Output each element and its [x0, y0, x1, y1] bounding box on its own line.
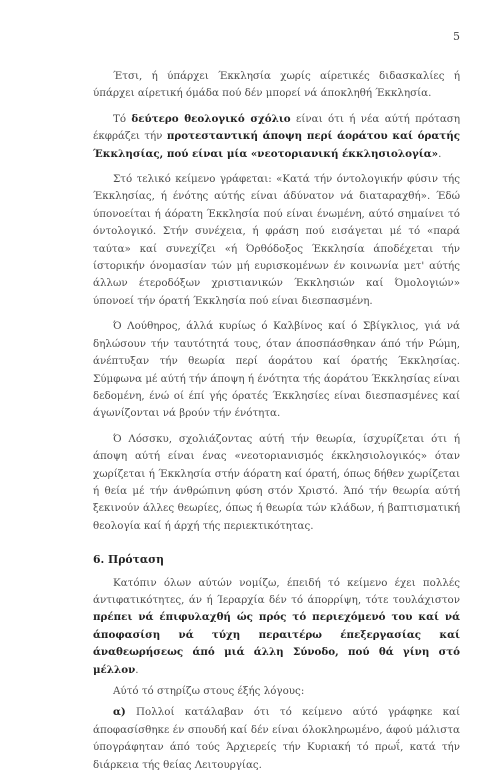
paragraph-3: Στό τελικό κείμενο γράφεται: «Κατά τήν όντολογικήν φύσιν τής Έκκλησίας, ή ένότης αύτής είναι άδύνατον νά διαταραχθή». Έδώ ύπονοείται ή άόρατη Έκκλησία πού είναι ένωμένη, αύτό σημαίνει τό όντολογικό. Στήν συνέχεια, ή φράση πού εισάγεται μέ τό «παρά ταύτα» καί συνεχίζει «ή Όρθόδοξος Έκκλησία άποδέχεται τήν ίστορικήν όνομασίαν τών μή ευρισκομένων έν κοινωνία μετ' αύτής άλλων έτεροδόξων χριστιανικών Έκκλησιών καί Όμολογιών» ύπονοεί τήν όρατή Έκκλησία πού είναι διεσπασμένη. — [93, 173, 460, 307]
paragraph-5: Ό Λόσσκυ, σχολιάζοντας αύτή τήν θεωρία, ίσχυρίζεται ότι ή άποψη αύτή είναι ένας «νεοτοριανισμός έκκλησιολογικός» όταν χωρίζεται ή Έκκλησία στήν άόρατη καί όρατή, όπως δήθεν χωρίζεται ή θεία μέ τήν άνθρώπινη φύση στόν Χριστό. Άπό τήν θεωρία αύτή ξεκινούν άλλες θεωρίες, όπως ή θεωρία τών κλάδων, ή βαπτισματική θεολογία καί ή άρχή τής περιεκτικότητας. — [93, 432, 460, 532]
paragraph-8-text: Πολλοί κατάλαβαν ότι τό κείμενο αύτό γράφηκε καί άποφασίσθηκε έν σπουδή καί δέν είναι όλοκληρωμένο, άφού μάλιστα ύπογράφηταν άπό τούς Άρχιερείς τήν Κυριακή τό πρωΐ, κατά τήν διάρκεια τής θείας Λειτουργίας. — [93, 706, 460, 771]
paragraph-1: Έτσι, ή ύπάρχει Έκκλησία χωρίς αίρετικές διδασκαλίες ή ύπάρχει αίρετική όμάδα πού δέν μπορεί νά άποκληθή Έκκλησία. — [93, 70, 460, 100]
paragraph-2-text-a: Τό — [113, 112, 132, 125]
paragraph-2-text-b: είναι ότι ή νέα αύτή πρόταση έκφράζει τήν — [93, 112, 460, 143]
paragraph-8 — [93, 704, 460, 774]
paragraph-6 — [93, 575, 460, 679]
document-body — [93, 68, 460, 782]
paragraph-8-label: α) — [113, 706, 126, 719]
paragraph-6-bold: πρέπει νά έπιφυλαχθή ώς πρός τό περιεχόμενό του καί νά άποφασίση νά τύχη περαιτέρω έπεξεργασίας καί άναθεωρήσεως άπό μιά άλλη Σύνοδο, πού θά γίνη στό μέλλον — [93, 611, 460, 676]
paragraph-2-bold-b: προτεσταντική άποψη περί άοράτου καί όρατής Έκκλησίας, πού είναι μία «νεοτοριανική έκκλησιολογία» — [93, 130, 460, 160]
paragraph-2 — [93, 111, 460, 163]
paragraph-4: Ό Λούθηρος, άλλά κυρίως ό Καλβίνος καί ό Σβίγκλιος, γιά νά δηλώσουν τήν ταυτότητά τους, όταν άποσπάσθηκαν άπό τήν Ρώμη, άνέπτυξαν τήν θεωρία περί άοράτου καί όρατής Έκκλησίας. Σύμφωνα μέ αύτή τήν άποψη ή ένότητα τής άοράτου Έκκλησίας είναι δεδομένη, ένώ οί έπί γής όρατές Έκκλησίες είναι διεσπασμένες καί άγωνίζονται νά βρούν τήν ένότητα. — [93, 320, 460, 420]
page-number: 5 — [453, 30, 460, 43]
paragraph-6-text-a: Κατόπιν όλων αύτών νομίζω, έπειδή τό κείμενο έχει πολλές άντιφατικότητες, άν ή Ίεραρχία δέν τό άπορρίψη, τότε τουλάχιστον — [93, 576, 460, 606]
paragraph-7: Αύτό τό στηρίζω στους έξής λόγους: — [113, 685, 305, 697]
paragraph-6-text-b: . — [135, 663, 139, 676]
paragraph-2-bold-a: δεύτερο θεολογικό σχόλιο — [131, 112, 291, 125]
paragraph-2-text-c: . — [438, 147, 442, 160]
section-heading: 6. Πρόταση — [93, 553, 164, 567]
